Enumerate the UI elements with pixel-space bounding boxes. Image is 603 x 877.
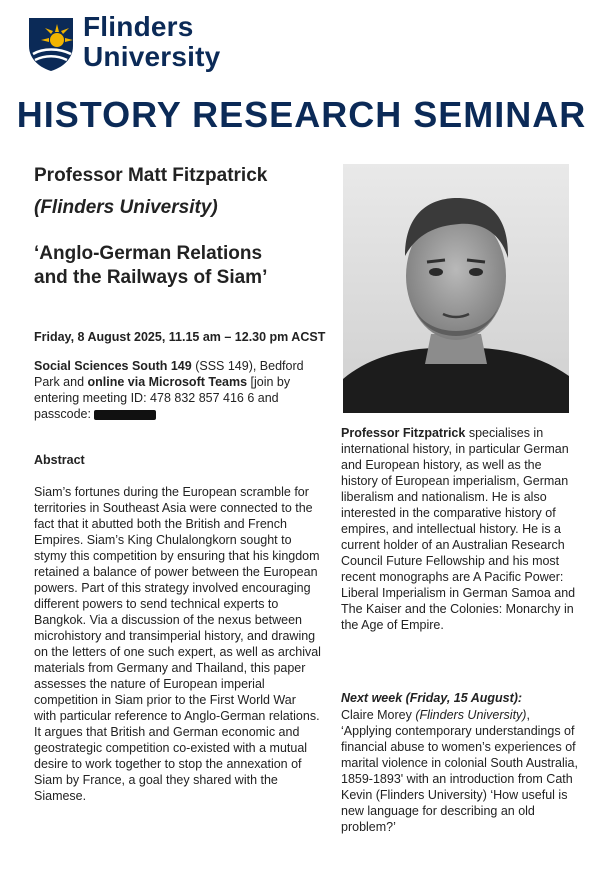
speaker-photo xyxy=(343,164,569,413)
next-week-heading: Next week (Friday, 15 August): xyxy=(341,691,523,705)
abstract-heading: Abstract xyxy=(34,453,85,467)
next-week-affiliation: (Flinders University) xyxy=(415,708,527,722)
next-week-speaker: Claire Morey xyxy=(341,708,416,722)
logo-line-1: Flinders xyxy=(83,11,194,42)
next-week-description: , ‘Applying contemporary understandings of financial abuse to women’s experiences of marital violence in colonial South Australia, 1859-1893' with an introduction from Cath Kevin (Flinders University) ‘How useful is new language for describing an old problem?’ xyxy=(341,708,578,834)
speaker-affiliation: (Flinders University) xyxy=(34,197,218,218)
logo-line-2: University xyxy=(83,41,221,72)
portrait-illustration xyxy=(343,164,569,413)
sun-shield-icon xyxy=(27,14,75,72)
seminar-banner: HISTORY RESEARCH SEMINAR xyxy=(16,94,587,135)
venue-join-text: [join by entering meeting ID: 478 832 857 416 6 and passcode: xyxy=(34,375,291,421)
talk-title-line-1: ‘Anglo-German Relations xyxy=(34,243,263,264)
speaker-name: Professor Matt Fitzpatrick xyxy=(34,165,268,186)
event-datetime: Friday, 8 August 2025, 11.15 am – 12.30 pm ACST xyxy=(34,330,326,344)
venue-info xyxy=(34,358,324,422)
bio-text: specialises in international history, in particular German and European history, as well as the history of European imperialism, German liberalism and nationalism. He is also interested in the comparative history of empires, and intellectual history. He is a current holder of an Australian Research Council Future Fellowship and his most recent monographs are A Pacific Power: Liberal Imperialism in German Samoa and The Kaiser and the Colonies: Monarchy in the Age of Empire. xyxy=(341,426,576,632)
university-logo xyxy=(27,12,247,76)
venue-online: online via Microsoft Teams xyxy=(87,375,248,389)
talk-title-line-2: and the Railways of Siam’ xyxy=(34,267,268,288)
venue-room: Social Sciences South 149 xyxy=(34,359,192,373)
bio-name: Professor Fitzpatrick xyxy=(341,426,466,440)
redacted-passcode xyxy=(94,410,156,420)
next-week-text xyxy=(341,707,581,835)
speaker-bio xyxy=(341,425,581,633)
abstract-text: Siam’s fortunes during the European scramble for territories in Southeast Asia were connected to the fact that it abutted both the British and French Empires. Siam’s King Chulalongkorn sought to stymy this competition by ensuring that his kingdom retained a balance of power between the European powers. Part of this strategy involved encouraging different powers to send technical experts to Bangkok. Via a discussion of the nexus between microhistory and transimperial history, and drawing on the letters of one such expert, as well as archival materials from Germany and Thailand, this paper assesses the nature of European imperial competition in Siam prior to the First World War with particular reference to Anglo-German relations. It argues that British and German economic and geostrategic competition co-existed with a mutual desire to work together to stop the annexation of Siam by France, a goal they shared with the Siamese. xyxy=(34,485,321,803)
talk-title xyxy=(34,242,314,290)
venue-room-code: (SSS 149), Bedford Park and xyxy=(34,359,304,389)
